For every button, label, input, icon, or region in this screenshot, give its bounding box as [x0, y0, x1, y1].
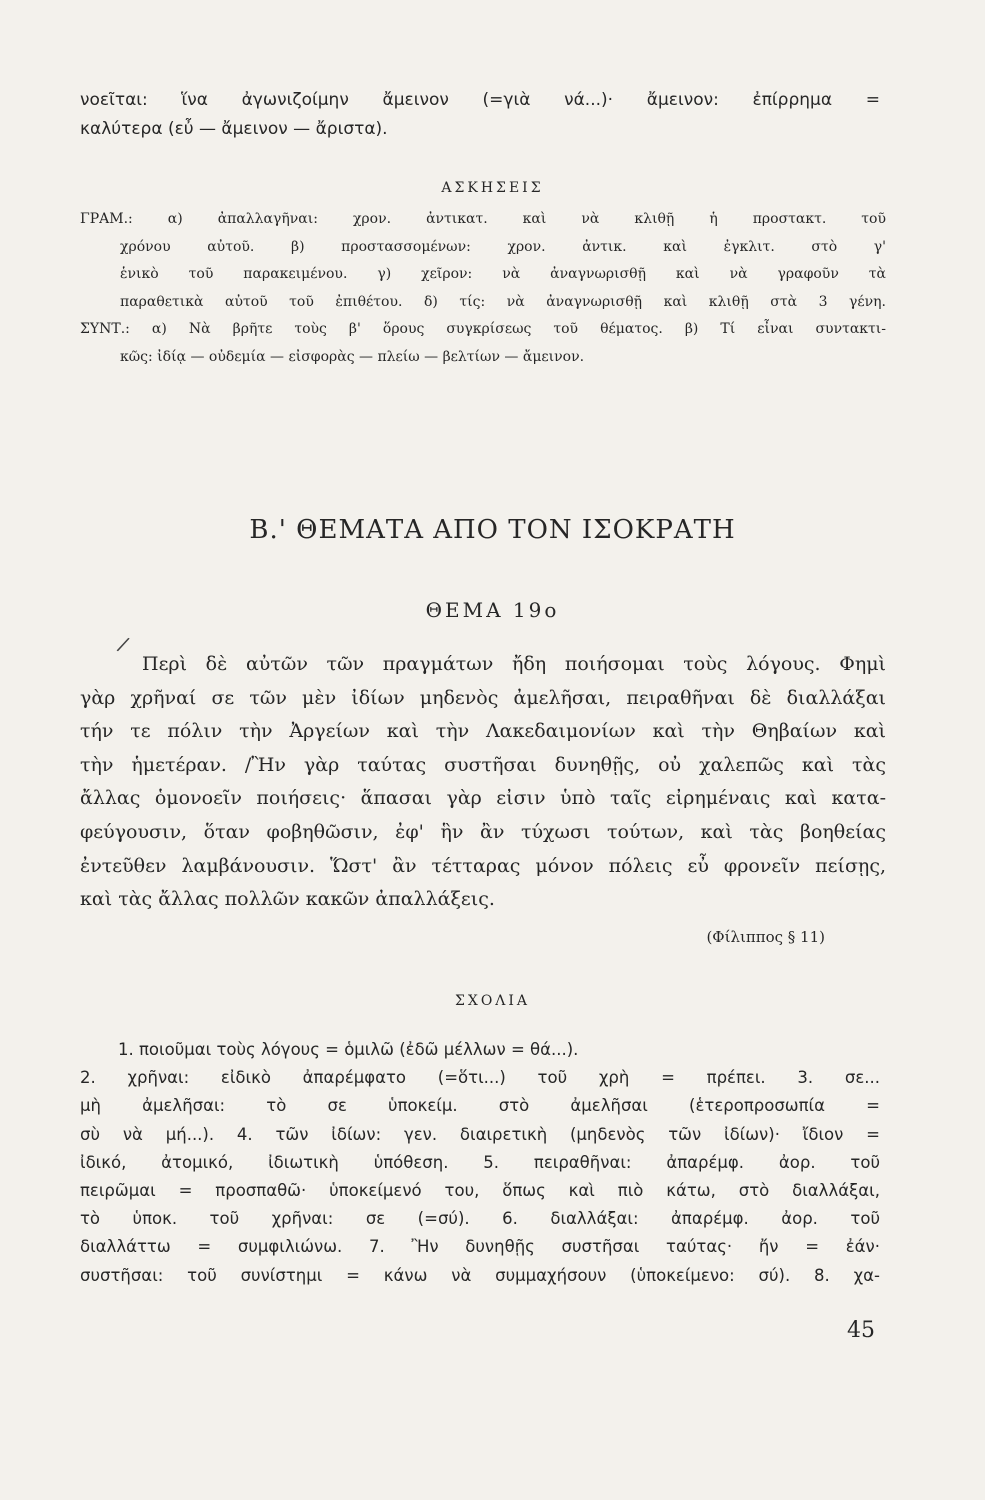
text-line: ἰδικό, ἀτομικό, ἰδιωτικὴ ὑπόθεση. 5. πειραθῆναι: ἀπαρέμφ. ἀορ. τοῦ [80, 1152, 880, 1172]
scholia-text [80, 1036, 880, 1290]
text-line: 2. χρῆναι: εἰδικὸ ἀπαρέμφατο (=ὅτι...) τοῦ χρὴ = πρέπει. 3. σε... [80, 1068, 880, 1088]
text-line: πειρῶμαι = προσπαθῶ· ὑποκείμενό του, ὅπως καὶ πιὸ κάτω, στὸ διαλλάξαι, [80, 1181, 880, 1201]
text-line: 1. ποιοῦμαι τοὺς λόγους = ὁμιλῶ (ἐδῶ μέλλων = θά...). [118, 1040, 579, 1059]
section-heading: Β.' ΘΕΜΑΤΑ ΑΠΟ ΤΟΝ ΙΣΟΚΡΑΤΗ [249, 515, 736, 545]
text-line: φεύγουσιν, ὅταν φοβηθῶσιν, ἐφ' ἣν ἂν τύχωσι τούτων, καὶ τὰς βοηθείας [80, 820, 886, 843]
citation: (Φίλιππος § 11) [706, 928, 825, 946]
page-number: 45 [847, 1318, 875, 1343]
text-line: ἑνικὸ τοῦ παρακειμένου. γ) χεῖρον: νὰ ἀναγνωρισθῇ καὶ νὰ γραφοῦν τὰ [120, 266, 886, 282]
text-line: τὸ ὑποκ. τοῦ χρῆναι: σε (=σύ). 6. διαλλάξαι: ἀπαρέμφ. ἀορ. τοῦ [80, 1209, 880, 1229]
text-line: χρόνου αὐτοῦ. β) προστασσομένων: χρον. ἀντικ. καὶ ἐγκλιτ. στὸ γ' [120, 238, 886, 255]
text-line: διαλλάττω = συμφιλιώνω. 7. Ἢν δυνηθῇς συστῆσαι ταύτας· ἤν = ἐάν· [80, 1237, 880, 1257]
text-line: συστῆσαι: τοῦ συνίστημι = κάνω νὰ συμμαχήσουν (ὑποκείμενο: σύ). 8. χα- [80, 1265, 880, 1285]
text-line: καλύτερα (εὖ — ἄμεινον — ἄριστα). [80, 119, 388, 139]
text-line: ἄλλας ὁμονοεῖν ποιήσεις· ἅπασαι γὰρ εἰσιν ὑπὸ ταῖς εἰρημέναις καὶ κατα- [80, 787, 886, 810]
text-line: ΣΥΝΤ.: α) Νὰ βρῆτε τοὺς β' ὅρους συγκρίσεως τοῦ θέματος. β) Τί εἶναι συντακτι- [80, 321, 886, 337]
text-line: τὴν ἡμετέραν. /Ἢν γὰρ ταύτας συστῆσαι δυνηθῇς, οὐ χαλεπῶς καὶ τὰς [80, 753, 886, 776]
exercises-text [80, 206, 886, 371]
text-line: νοεῖται: ἵνα ἀγωνιζοίμην ἄμεινον (=γιὰ νά...)· ἄμεινον: ἐπίρρημα = [80, 90, 880, 110]
text-line: Περὶ δὲ αὐτῶν τῶν πραγμάτων ἤδη ποιήσομαι τοὺς λόγους. Φημὶ [142, 653, 886, 675]
text-line: τήν τε πόλιν τὴν Ἀργείων καὶ τὴν Λακεδαιμονίων καὶ τὴν Θηβαίων καὶ [80, 720, 886, 743]
exercises-title: ΑΣΚΗΣΕΙΣ [441, 180, 544, 196]
text-line: καὶ τὰς ἄλλας πολλῶν κακῶν ἀπαλλάξεις. [80, 888, 495, 911]
text-line: γὰρ χρῆναί σε τῶν μὲν ἰδίων μηδενὸς ἀμελῆσαι, πειραθῆναι δὲ διαλλάξαι [80, 686, 886, 709]
text-line: ΓΡΑΜ.: α) ἀπαλλαγῆναι: χρον. ἀντικατ. καὶ νὰ κλιθῇ ἡ προστακτ. τοῦ [80, 211, 886, 227]
greek-passage [80, 648, 886, 917]
scholia-title: ΣΧΟΛΙΑ [454, 993, 531, 1009]
theme-heading: ΘΕΜΑ 19ο [425, 598, 560, 622]
text-line: σὺ νὰ μή...). 4. τῶν ἰδίων: γεν. διαιρετικὴ (μηδενὸς τῶν ἰδίων)· ἴδιον = [80, 1124, 880, 1144]
text-line: ἐντεῦθεν λαμβάνουσιν. Ὥστ' ἂν τέτταρας μόνον πόλεις εὖ φρονεῖν πείσῃς, [80, 854, 886, 877]
text-line: μὴ ἀμελῆσαι: τὸ σε ὑποκείμ. στὸ ἀμελῆσαι (ἑτεροπροσωπία = [80, 1096, 880, 1116]
pencil-mark: / [115, 631, 132, 657]
text-line: παραθετικὰ αὐτοῦ τοῦ ἐπιθέτου. δ) τίς: νὰ ἀναγνωρισθῇ καὶ κλιθῇ στὰ 3 γένη. [120, 293, 886, 310]
top-paragraph [80, 86, 880, 144]
text-line: κῶς: ἰδίᾳ — οὐδεμία — εἰσφορὰς — πλείω — βελτίων — ἄμεινον. [120, 348, 585, 365]
